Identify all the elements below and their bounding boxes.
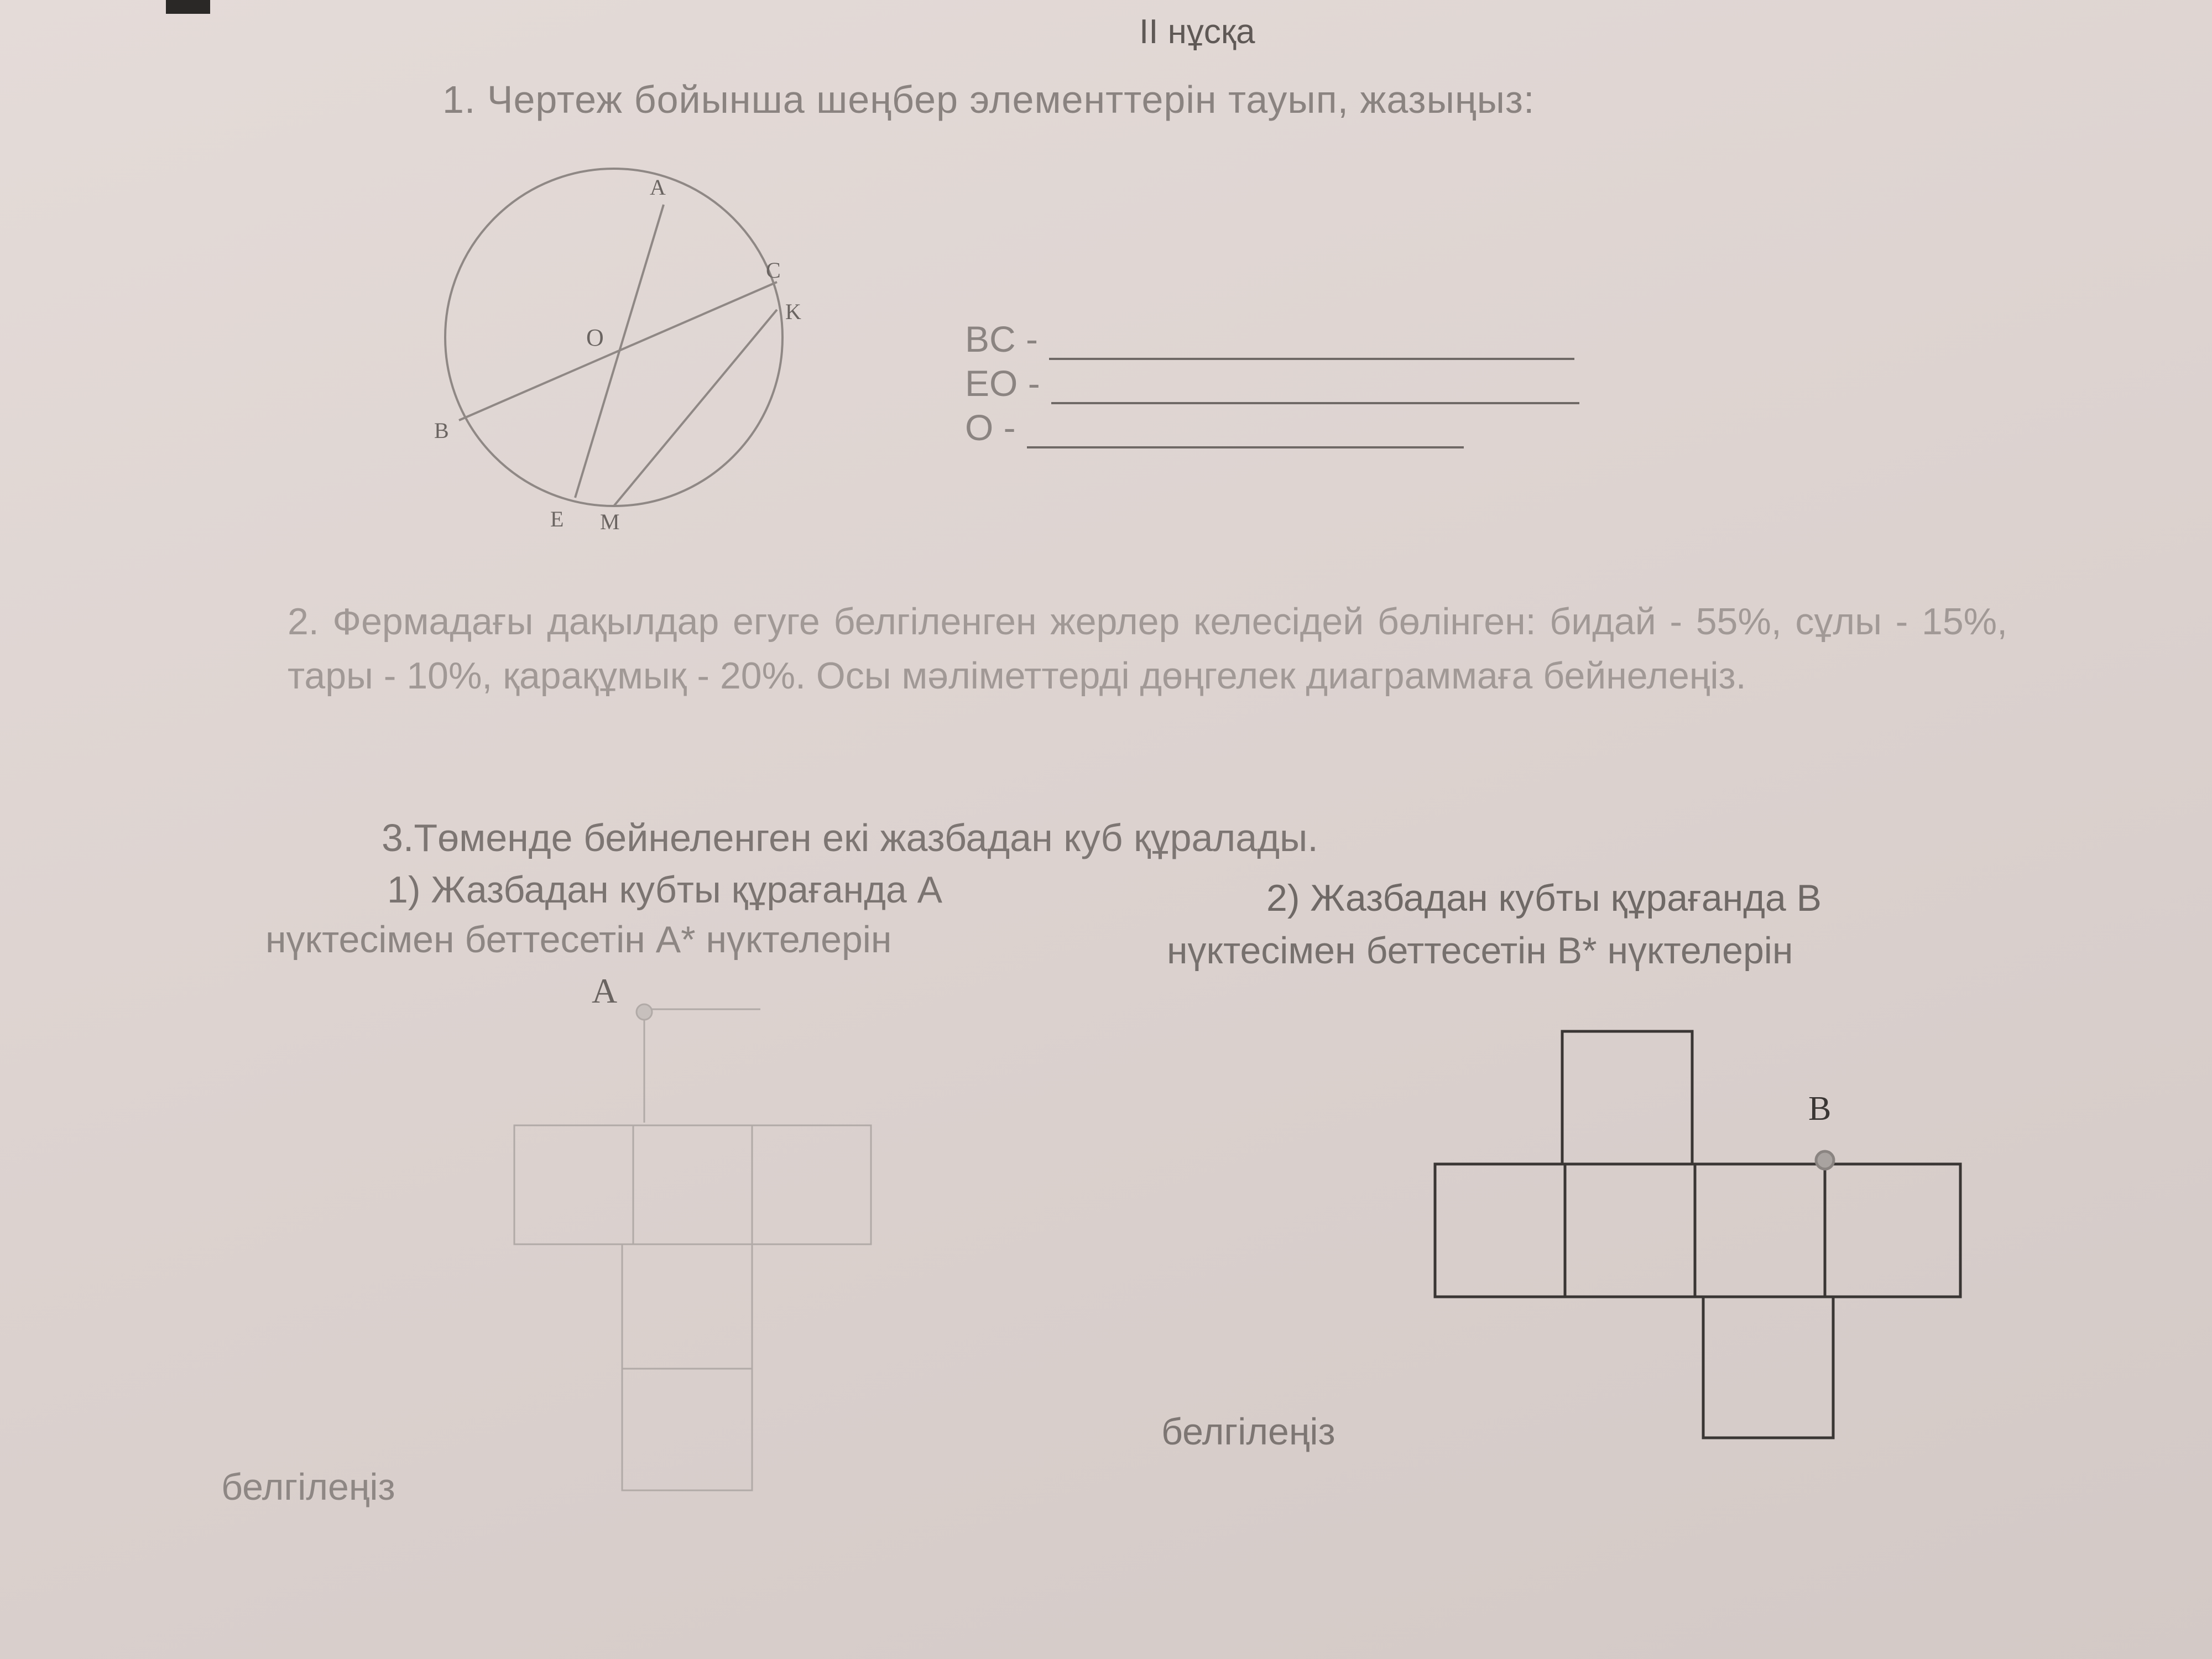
variant-title: II нұсқа [1139,13,1255,51]
task3-part1-mark: белгілеңіз [221,1466,395,1508]
answer-row-o [965,406,1464,448]
circle-label-o: O [586,324,604,351]
task3-part1-line2: нүктесімен беттесетін А* нүктелерін [265,919,892,961]
circle-diagram [445,169,782,506]
circle-label-e: E [550,507,564,531]
point-b-marker [1816,1151,1834,1169]
circle [445,169,782,506]
task3-part2-line1: 2) Жазбадан кубты құрағанда В [1266,877,1822,919]
net1-point-a-label: A [592,971,618,1010]
point-a-marker [637,1004,652,1020]
circle-label-k: K [785,299,801,324]
circle-label-b: B [434,418,449,443]
cube-net-2 [1435,1031,1960,1438]
task3-part2-mark: белгілеңіз [1161,1411,1335,1453]
task3-text: 3.Төменде бейнеленген екі жазбадан куб құралады. [382,816,1318,859]
task3-part2-line2: нүктесімен беттесетін В* нүктелерін [1167,930,1793,972]
answer-row-bc [965,318,1574,360]
task2-text: 2. Фермадағы дақылдар егуге белгіленген жерлер келесідей бөлінген: бидай - 55%, сұлы - 15%, тары - 10%, қарақұмық - 20%. Осы мәліметтерді дөңгелек диаграммаға бейнелеңіз. [288,601,2007,697]
answer-blank-eo[interactable] [1051,380,1579,404]
answer-row-eo [965,362,1579,404]
circle-label-a: A [650,175,666,200]
task3-part1-line1: 1) Жазбадан кубты құрағанда А [387,869,942,911]
answer-label-bc: BC - [965,319,1038,359]
net2-point-b-label: B [1808,1090,1832,1128]
answer-blank-bc[interactable] [1049,336,1574,360]
chord-bc [459,282,777,420]
answer-label-eo: EO - [965,363,1040,404]
cube-net-1 [514,1004,871,1490]
circle-label-m: M [600,509,620,534]
chord-km [614,310,777,506]
task1-text: 1. Чертеж бойынша шеңбер элементтерін тауып, жазыңыз: [442,78,1535,121]
answer-blank-o[interactable] [1027,424,1464,448]
answer-label-o: O - [965,407,1016,448]
circle-label-c: C [766,258,781,283]
